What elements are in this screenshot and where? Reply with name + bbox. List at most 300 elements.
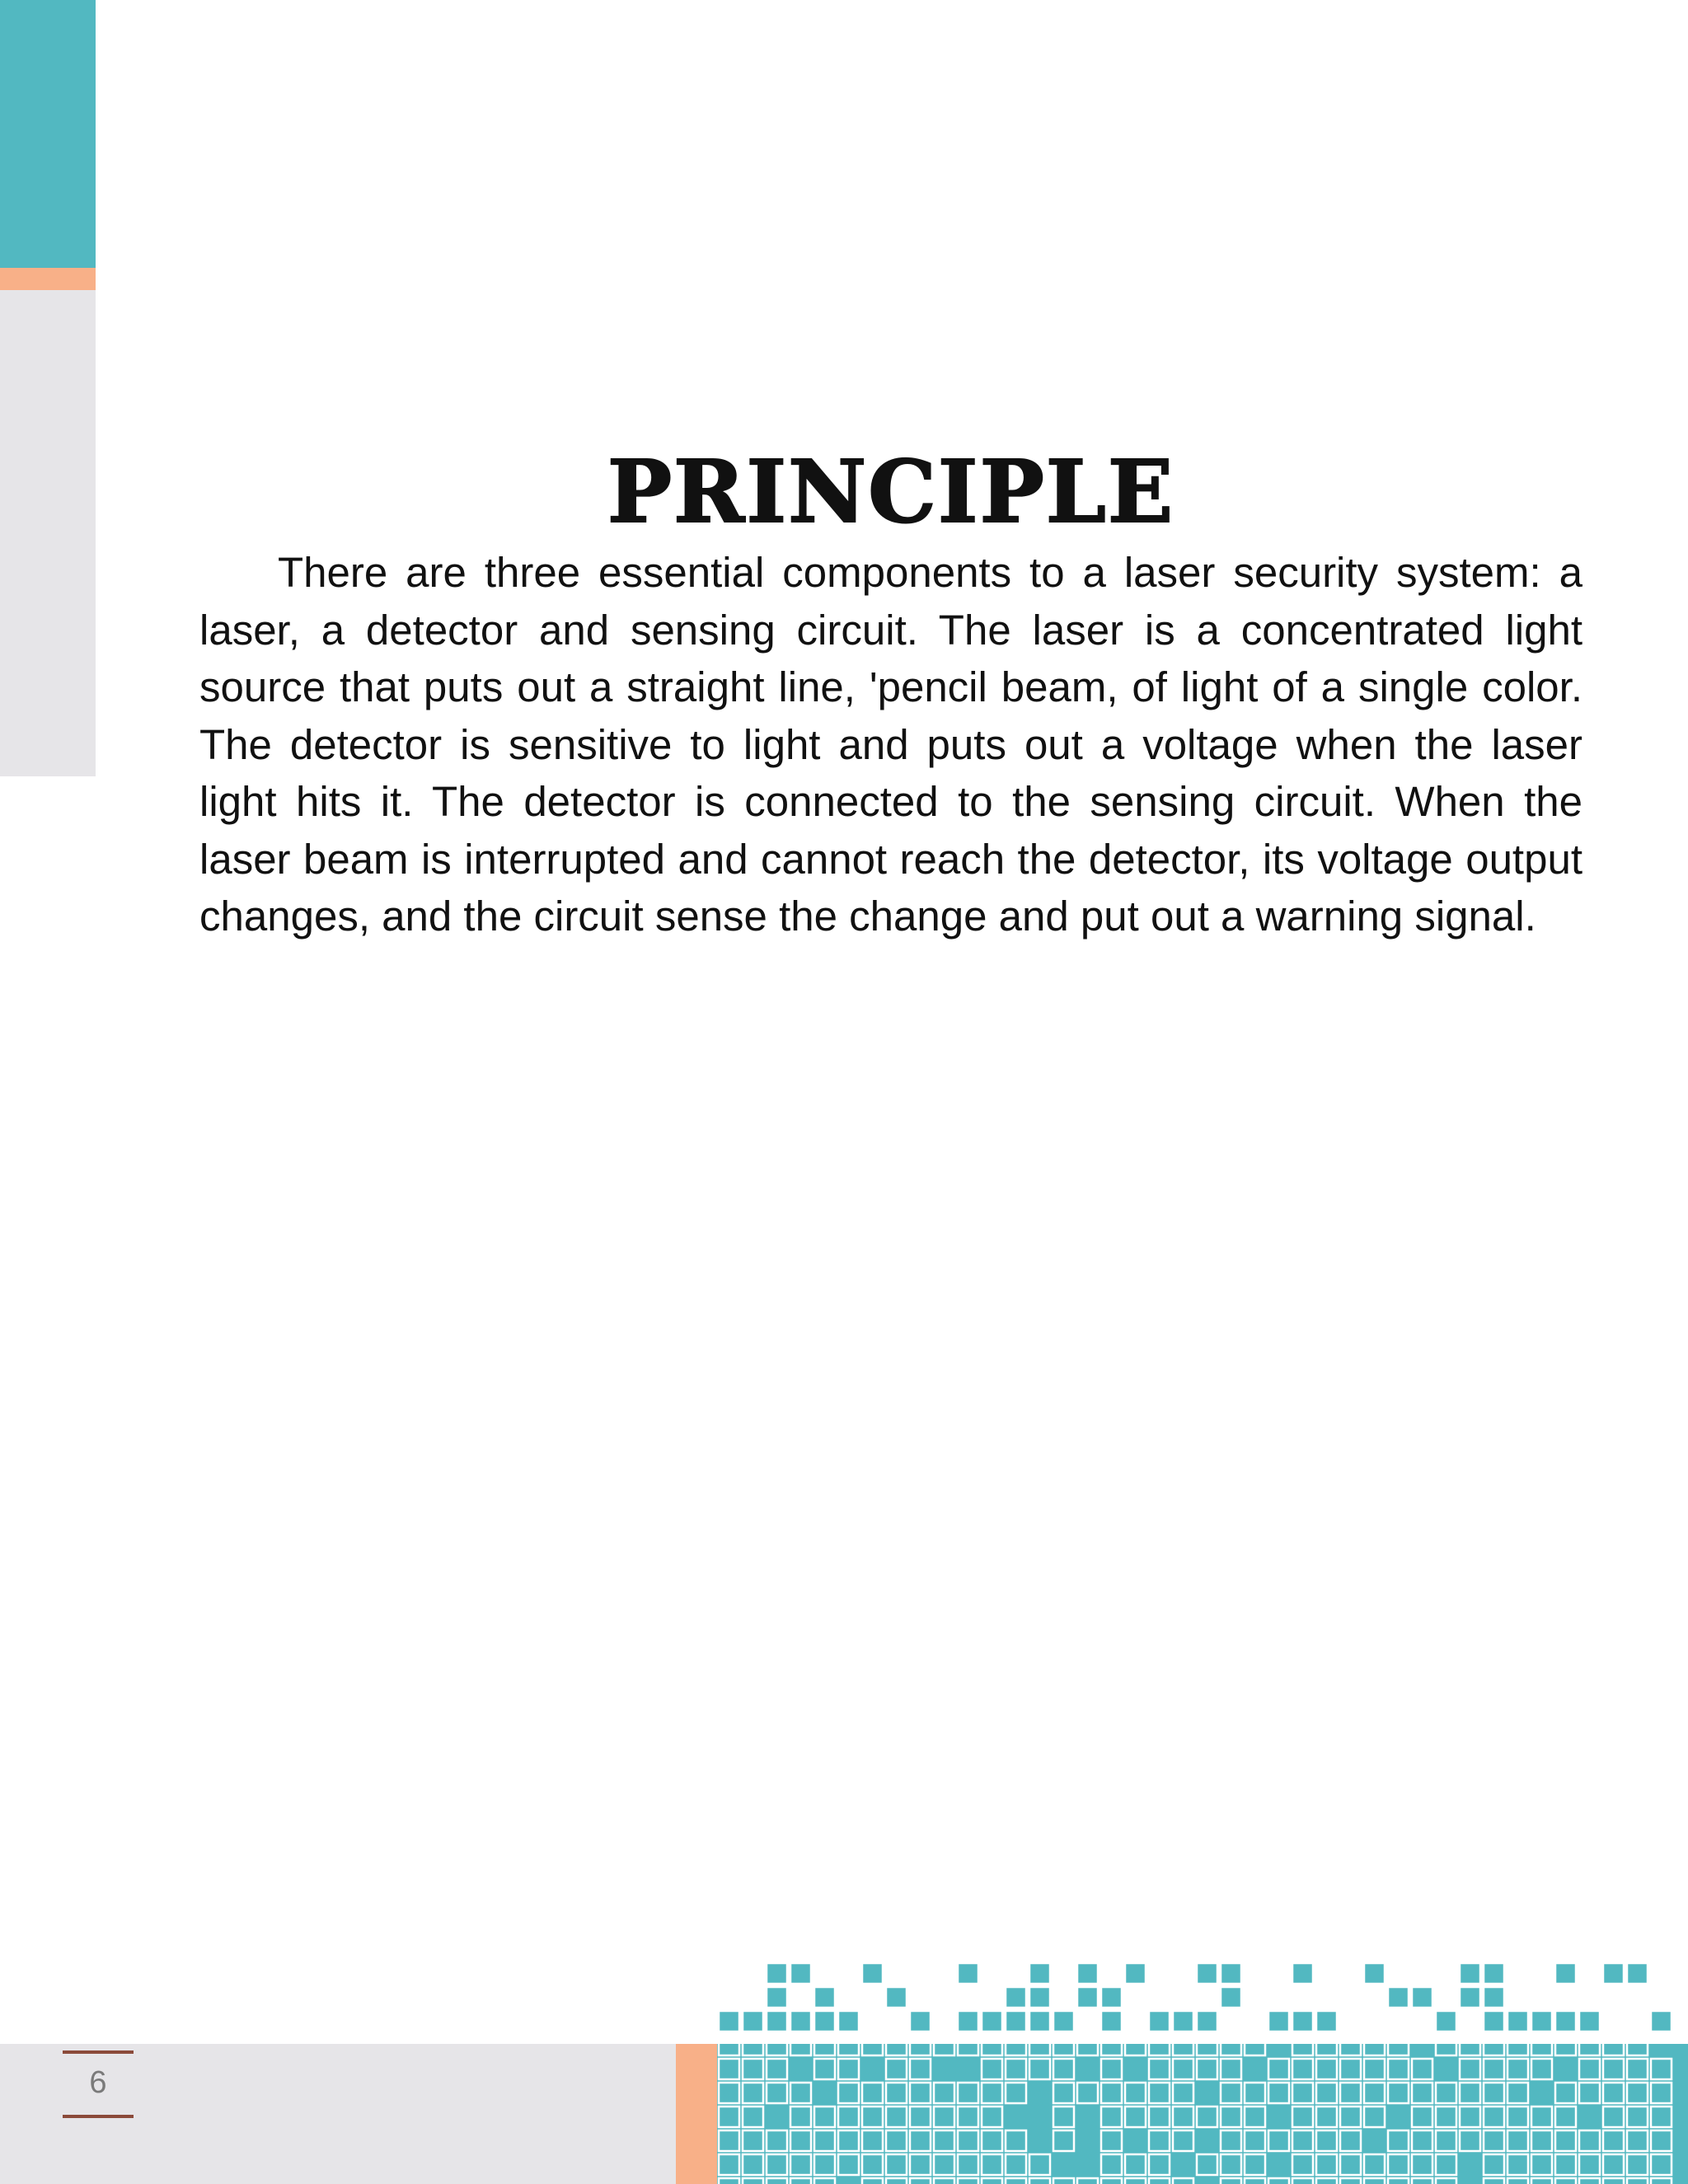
pixel-square [886,2178,907,2184]
pixel-square [1101,2130,1122,2151]
pixel-square [958,2035,978,2055]
pixel-square [1029,1987,1050,2008]
pixel-square [1507,2154,1528,2175]
pixel-square [1555,2083,1576,2103]
pixel-square [958,2130,978,2151]
pixel-square [1125,2178,1146,2184]
pixel-square [1149,2130,1170,2151]
pixel-square [1221,2107,1241,2127]
pixel-square [814,2178,835,2184]
pixel-square [934,2154,954,2175]
pixel-square [790,1963,811,1984]
pixel-square [1101,2083,1122,2103]
pixel-square [910,2154,931,2175]
pixel-square [1412,2130,1432,2151]
footer-orange-band [676,2044,717,2184]
pixel-square [1077,1963,1098,1984]
pixel-square [1484,2154,1504,2175]
pixel-square [910,2035,931,2055]
pixel-square [1364,2107,1385,2127]
pixel-square [1053,2059,1074,2079]
pixel-square [1555,1963,1576,1984]
pixel-square [1436,2011,1456,2032]
pixel-square [1292,1963,1313,1984]
pixel-square [1388,2083,1409,2103]
pixel-square [814,2130,835,2151]
pixel-square [1197,2107,1217,2127]
pixel-square [1125,2154,1146,2175]
pixel-square [862,2035,883,2055]
pixel-square [719,2011,739,2032]
pixel-square [1460,2130,1480,2151]
pixel-square [743,2083,763,2103]
pixel-square [1197,2154,1217,2175]
pixel-square [1125,2083,1146,2103]
pixel-square [982,2130,1002,2151]
pixel-square [1292,2154,1313,2175]
pixel-square [1555,2154,1576,2175]
pixel-square [982,2107,1002,2127]
pixel-square [934,2035,954,2055]
pixel-square [910,2130,931,2151]
pixel-square [1627,2178,1648,2184]
pixel-square [1006,2154,1026,2175]
pixel-square [910,2011,931,2032]
pixel-square [1436,2178,1456,2184]
pixel-square [1006,2011,1026,2032]
pixel-square [1579,2154,1600,2175]
pixel-square [1125,1963,1146,1984]
pixel-square [1245,2035,1265,2055]
pixel-square [790,2083,811,2103]
pixel-square [743,2035,763,2055]
pixel-square [1268,2011,1289,2032]
pixel-square [1436,2130,1456,2151]
pixel-square [1173,2011,1193,2032]
pixel-square [790,2011,811,2032]
pixel-square [1077,2035,1098,2055]
pixel-square [1101,2107,1122,2127]
page-number-block [63,2050,134,2118]
pixel-square [1388,1987,1409,2008]
pixel-square [1484,1987,1504,2008]
pixel-square [1579,2130,1600,2151]
pixel-square [743,2107,763,2127]
pixel-square [1603,2035,1624,2055]
pixel-square [1436,2107,1456,2127]
pixel-square [934,2083,954,2103]
pixel-square [743,2059,763,2079]
pixel-square [1173,2178,1193,2184]
pixel-square [1101,2154,1122,2175]
pixel-square [1245,2154,1265,2175]
pixel-square [934,2130,954,2151]
pixel-square [1651,2154,1672,2175]
pixel-square [1555,2035,1576,2055]
pixel-square [1292,2059,1313,2079]
pixel-square [1101,2035,1122,2055]
pixel-square [814,2107,835,2127]
pixel-square [1077,1987,1098,2008]
pixel-square [1149,2011,1170,2032]
pixel-square [1340,2035,1361,2055]
pixel-square [1460,2035,1480,2055]
pixel-square [1053,2130,1074,2151]
pixel-square [1460,1987,1480,2008]
pixel-square [838,2130,859,2151]
pixel-square [1340,2154,1361,2175]
pixel-square [743,2011,763,2032]
pixel-square [1268,2130,1289,2151]
pixel-square [1579,2011,1600,2032]
pixel-square [1484,2011,1504,2032]
pixel-square [1340,2107,1361,2127]
pixel-square [886,2035,907,2055]
footer-pixel-pattern [717,1961,1688,2184]
pixel-square [1149,2107,1170,2127]
pixel-square [1555,2178,1576,2184]
pixel-square [1507,2083,1528,2103]
pixel-square [1006,2178,1026,2184]
left-orange-accent-bar [0,268,96,290]
pixel-square [790,2107,811,2127]
pixel-square [862,2083,883,2103]
pixel-square [1412,2059,1432,2079]
pixel-square [767,1987,787,2008]
pixel-square [1364,2083,1385,2103]
pixel-square [886,2107,907,2127]
pixel-square [1292,2011,1313,2032]
pixel-square [1149,2154,1170,2175]
pixel-square [1627,2083,1648,2103]
pixel-square [1603,2059,1624,2079]
pixel-square [1221,2178,1241,2184]
pixel-square [1507,2130,1528,2151]
pixel-square [1507,2107,1528,2127]
pixel-square [982,2083,1002,2103]
pixel-square [743,2130,763,2151]
pixel-square [958,2154,978,2175]
pixel-square [767,2178,787,2184]
pixel-square [1268,2178,1289,2184]
pixel-square [1531,2178,1552,2184]
pixel-square [1245,2107,1265,2127]
pixel-square [1531,2107,1552,2127]
pixel-square [1292,2130,1313,2151]
pixel-square [1316,2011,1337,2032]
pixel-square [1627,2107,1648,2127]
pixel-square [767,2035,787,2055]
pixel-square [790,2035,811,2055]
pixel-square [1364,2154,1385,2175]
pixel-square [1006,2035,1026,2055]
pixel-square [743,2178,763,2184]
pixel-square [1388,2035,1409,2055]
pixel-square [1388,2130,1409,2151]
pixel-square [719,2107,739,2127]
pixel-square [1006,2059,1026,2079]
pixel-square [814,2154,835,2175]
pixel-square [1268,2059,1289,2079]
pixel-square [719,2035,739,2055]
pixel-square [1460,2107,1480,2127]
pixel-square [1603,2130,1624,2151]
pixel-square [838,2154,859,2175]
pixel-square [1603,2178,1624,2184]
pixel-square [767,2154,787,2175]
pixel-square [1173,2130,1193,2151]
pixel-square [1221,2154,1241,2175]
pixel-square [767,2130,787,2151]
pixel-square [1579,2083,1600,2103]
pixel-square [1651,2107,1672,2127]
pixel-square [1364,2035,1385,2055]
pixel-square [1292,2107,1313,2127]
pixel-square [719,2154,739,2175]
pixel-square [1460,2083,1480,2103]
pixel-square [1149,2083,1170,2103]
pixel-square [1173,2035,1193,2055]
pixel-square [1340,2130,1361,2151]
pixel-square [1221,1963,1241,1984]
pixel-square [1316,2130,1337,2151]
pixel-square [1292,2178,1313,2184]
pixel-square [1484,2130,1504,2151]
pixel-square [886,2130,907,2151]
pixel-square [958,2083,978,2103]
pixel-square [838,2083,859,2103]
pixel-square [1077,2178,1098,2184]
pixel-square [790,2154,811,2175]
pixel-square [1436,2083,1456,2103]
pixel-square [1531,2059,1552,2079]
pixel-square [1579,2059,1600,2079]
pixel-square [1029,2154,1050,2175]
pixel-square [814,2059,835,2079]
pixel-square [1053,2178,1074,2184]
pixel-square [1412,1987,1432,2008]
pixel-square [1412,2083,1432,2103]
pixel-square [1484,2083,1504,2103]
pixel-square [982,2059,1002,2079]
pixel-square [1221,2059,1241,2079]
pixel-square [1507,2059,1528,2079]
pixel-square [1292,2083,1313,2103]
pixel-square [1507,2011,1528,2032]
pixel-square [719,2130,739,2151]
pixel-square [1245,2178,1265,2184]
pixel-square [1173,2083,1193,2103]
pixel-square [1651,2130,1672,2151]
pixel-square [862,2154,883,2175]
pixel-square [1221,2035,1241,2055]
pixel-square [1316,2107,1337,2127]
pixel-square [862,1963,883,1984]
pixel-square [1029,2059,1050,2079]
pixel-square [862,2130,883,2151]
pixel-square [934,2107,954,2127]
pixel-square [1627,2035,1648,2055]
pixel-square [1388,2178,1409,2184]
pixel-square [1197,2059,1217,2079]
pixel-square [1029,2178,1050,2184]
pixel-square [814,2011,835,2032]
pixel-square [1507,2035,1528,2055]
pixel-square [790,2130,811,2151]
pixel-square [1149,2178,1170,2184]
pixel-square [767,1963,787,1984]
pixel-square [1603,2083,1624,2103]
pixel-square [1436,2035,1456,2055]
pixel-square [1484,2059,1504,2079]
pixel-square [1603,1963,1624,1984]
pixel-square [1460,2059,1480,2079]
pixel-square [1555,2107,1576,2127]
pixel-square [1221,2083,1241,2103]
left-teal-accent-bar [0,0,96,268]
pixel-square [1460,1963,1480,1984]
pixel-square [1651,2059,1672,2079]
pixel-square [886,2059,907,2079]
pixel-square [1245,2130,1265,2151]
pixel-square [982,2035,1002,2055]
pixel-square [982,2011,1002,2032]
pixel-square [1579,2035,1600,2055]
pixel-square [1531,2154,1552,2175]
pixel-square [767,2011,787,2032]
pixel-square [862,2107,883,2127]
pixel-square [1053,2011,1074,2032]
pixel-square [1627,2154,1648,2175]
pixel-square [1651,2083,1672,2103]
pixel-square [1101,2011,1122,2032]
pixel-square [1245,2083,1265,2103]
pixel-square [1125,2035,1146,2055]
pixel-square [1006,2130,1026,2151]
page-title: PRINCIPLE [607,440,1175,542]
pixel-square [814,1987,835,2008]
pixel-square [1627,2059,1648,2079]
pixel-square [1412,2178,1432,2184]
pixel-square [958,2011,978,2032]
pixel-square [910,2059,931,2079]
body-paragraph: There are three essential components to a laser security system: a laser, a detector and sensing circuit. The laser is a concentrated light source that puts out a straight line, 'pencil beam, of light of a single color. The detector is sensitive to light and puts out a voltage when the laser light hits it. The detector is connected to the sensing circuit. When the laser beam is interrupted and cannot reach the detector, its voltage output changes, and the circuit sense the change and put out a warning signal. [199,549,1582,940]
pixel-square [838,2011,859,2032]
page-number-rule-top [63,2050,134,2054]
pixel-square [886,1987,907,2008]
pixel-square [1197,2011,1217,2032]
page-number-rule-bottom [63,2115,134,2118]
pixel-square [934,2178,954,2184]
pixel-square [1388,2154,1409,2175]
pixel-square [910,2107,931,2127]
pixel-square [1364,1963,1385,1984]
pixel-square [1412,2107,1432,2127]
pixel-square [1316,2035,1337,2055]
pixel-square [1412,2154,1432,2175]
pixel-square [1627,1963,1648,1984]
page-number: 6 [89,2065,107,2100]
pixel-square [1340,2059,1361,2079]
pixel-square [1555,2130,1576,2151]
pixel-square [1221,2130,1241,2151]
pixel-square [958,2178,978,2184]
pixel-square [1531,2130,1552,2151]
pixel-square [1507,2178,1528,2184]
pixel-square [1077,2083,1098,2103]
pixel-square [1101,2178,1122,2184]
pixel-square [767,2059,787,2079]
pixel-square [1436,2154,1456,2175]
pixel-square [958,2107,978,2127]
pixel-square [1340,2178,1361,2184]
pixel-square [1603,2154,1624,2175]
pixel-square [1316,2059,1337,2079]
pixel-square [743,2154,763,2175]
pixel-square [1173,2059,1193,2079]
pixel-square [1197,1963,1217,1984]
pixel-square [1388,2059,1409,2079]
pixel-square [1292,2035,1313,2055]
pixel-square [886,2083,907,2103]
pixel-square [1603,2107,1624,2127]
pixel-square [1053,2035,1074,2055]
pixel-square [1125,2107,1146,2127]
pixel-square [1531,2011,1552,2032]
pixel-square [982,2154,1002,2175]
pixel-square [1484,2178,1504,2184]
pixel-square [1268,2083,1289,2103]
pixel-square [1627,2130,1648,2151]
pixel-square [1484,1963,1504,1984]
pixel-square [910,2178,931,2184]
pixel-square [838,2107,859,2127]
pixel-square [886,2154,907,2175]
pixel-square [1316,2154,1337,2175]
pixel-square [1053,2107,1074,2127]
pixel-square [1364,2059,1385,2079]
pixel-square [814,2035,835,2055]
pixel-square [1006,2083,1026,2103]
pixel-square [1364,2178,1385,2184]
pixel-square [1221,1987,1241,2008]
pixel-square [1029,1963,1050,1984]
pixel-square [1484,2107,1504,2127]
pixel-square [1173,2107,1193,2127]
pixel-square [1029,2011,1050,2032]
pixel-square [1197,2035,1217,2055]
pixel-square [790,2178,811,2184]
pixel-square [982,2178,1002,2184]
pixel-square [1555,2011,1576,2032]
pixel-square [1579,2178,1600,2184]
pixel-square [958,1963,978,1984]
pixel-square [1484,2035,1504,2055]
pixel-square [767,2083,787,2103]
pixel-square [1531,2035,1552,2055]
pixel-square [1149,2035,1170,2055]
pixel-square [1651,2011,1672,2032]
pixel-square [1053,2083,1074,2103]
pixel-square [1316,2083,1337,2103]
pixel-square [910,2083,931,2103]
pixel-square [719,2178,739,2184]
pixel-square [1340,2083,1361,2103]
pixel-square [1101,1987,1122,2008]
left-gray-accent-bar [0,290,96,776]
pixel-square [1006,1987,1026,2008]
pixel-square [1029,2035,1050,2055]
